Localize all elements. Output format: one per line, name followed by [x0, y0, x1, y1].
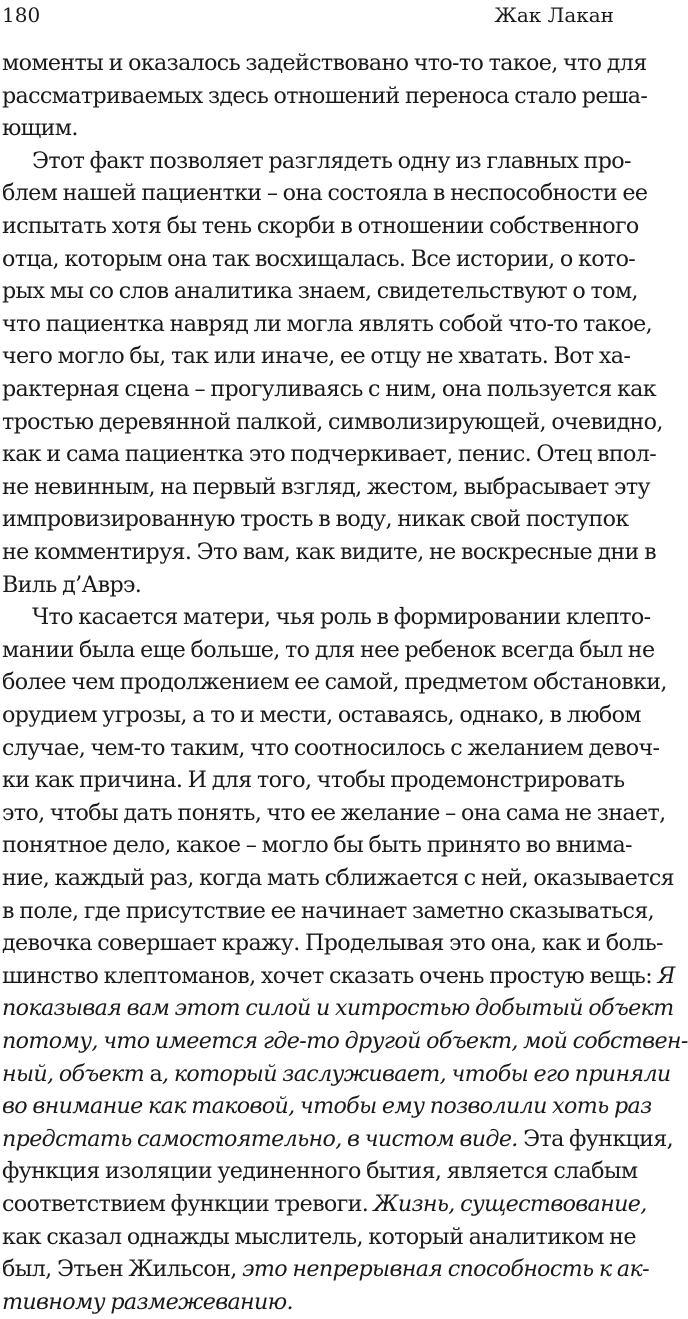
text-line	[2, 1188, 647, 1221]
text-line	[2, 1155, 638, 1188]
text-line	[2, 1025, 688, 1058]
text-line	[2, 569, 616, 602]
text-line	[32, 145, 631, 178]
text-line	[2, 960, 675, 993]
text-line	[2, 1253, 649, 1286]
text-line	[2, 927, 663, 960]
italic-text-run: показывая вам этот силой и хитростью добытый объект	[2, 995, 674, 1022]
italic-text-run: ный, объект	[2, 1060, 150, 1087]
text-line	[2, 112, 616, 145]
text-line	[2, 992, 674, 1025]
text-line	[2, 340, 631, 373]
text-line	[2, 47, 647, 80]
text-run: это, чтобы дать понять, что ее желание – она сама не знает,	[2, 799, 666, 826]
text-run: рых мы со слов аналитика знаем, свидетельствуют о том,	[2, 278, 638, 305]
text-line	[2, 666, 667, 699]
text-run: Виль д’Аврэ.	[2, 571, 142, 598]
text-line	[2, 275, 638, 308]
text-run: рактерная сцена – прогуливаясь с ним, она пользуется как	[2, 376, 656, 402]
text-run: понятное дело, какое – могло бы быть принято во внима-	[2, 832, 632, 859]
text-run: шинство клептоманов, хочет сказать очень простую вещь:	[2, 962, 658, 989]
text-line	[2, 732, 660, 765]
italic-text-run: потому, что имеется где-то другой объект, мой собствен-	[2, 1028, 688, 1054]
text-run: Эта функция,	[517, 1125, 674, 1152]
text-line	[2, 797, 666, 830]
text-run: не невинным, на первый взгляд, жестом, выбрасывает эту	[2, 473, 650, 500]
text-run: рассматриваемых здесь отношений переноса стало реша-	[2, 82, 648, 109]
text-run: мании была еще больше, то для нее ребенок всегда был не	[2, 636, 655, 663]
page-header	[0, 0, 620, 30]
text-line	[2, 177, 648, 210]
text-run: был, Этьен Жильсон,	[2, 1256, 243, 1283]
text-run: орудием угрозы, а то и мести, оставаясь, однако, в любом	[2, 702, 641, 728]
text-line	[2, 1058, 671, 1091]
text-run: Этот факт позволяет разглядеть одну из главных про-	[32, 147, 631, 174]
text-line	[2, 1221, 636, 1254]
text-run: функция изоляции уединенного бытия, является слабым	[2, 1158, 638, 1185]
text-run: соответствием функции тревоги.	[2, 1191, 374, 1217]
text-run: ки как причина. И для того, чтобы продемонстрировать	[2, 767, 625, 794]
running-head: Жак Лакан	[494, 3, 614, 27]
text-line	[2, 829, 632, 862]
text-line	[2, 80, 648, 113]
text-line	[2, 243, 636, 276]
text-line	[2, 862, 674, 895]
text-run: отца, которым она так восхищалась. Все истории, о кото-	[2, 245, 636, 272]
text-run: как и сама пациентка это подчеркивает, пенис. Отец впол-	[2, 441, 657, 468]
italic-text-run: , который заслуживает, чтобы его приняли	[162, 1060, 671, 1087]
text-line	[2, 406, 663, 439]
text-run: тростью деревянной палкой, символизирующей, очевидно,	[2, 408, 663, 435]
text-line	[2, 503, 629, 536]
italic-text-run: тивному размежеванию.	[2, 1288, 293, 1315]
italic-text-run: это непрерывная способность к ак-	[242, 1256, 649, 1283]
text-run: девочка совершает кражу. Проделывая это она, как и боль-	[2, 930, 663, 957]
text-run: моменты и оказалось задействовано что-то такое, что для	[2, 50, 647, 76]
text-line	[2, 699, 641, 732]
text-run: Что касается матери, чья роль в формировании клепто-	[32, 604, 651, 631]
text-line	[2, 1123, 674, 1156]
text-line	[2, 471, 650, 504]
text-line	[2, 1286, 616, 1319]
text-run: ющим.	[2, 115, 78, 142]
text-run: в поле, где присутствие ее начинает заметно сказываться,	[2, 897, 655, 924]
text-run: импровизированную трость в воду, никак свой поступок	[2, 506, 629, 533]
italic-text-run: Я	[657, 962, 675, 989]
text-line	[2, 308, 653, 341]
text-run: случае, чем-то таким, что соотносилось с желанием девоч-	[2, 734, 660, 761]
text-line	[2, 438, 657, 471]
text-line	[2, 536, 656, 569]
text-line	[2, 634, 655, 667]
text-run: ние, каждый раз, когда мать сближается с ней, оказывается	[2, 865, 674, 891]
text-line	[2, 895, 655, 928]
page-number: 180	[2, 3, 41, 27]
text-run: более чем продолжением ее самой, предметом обстановки,	[2, 669, 667, 696]
text-line	[2, 373, 656, 406]
text-run: не комментируя. Это вам, как видите, не воскресные дни в	[2, 539, 656, 565]
text-run: испытать хотя бы тень скорби в отношении собственного	[2, 213, 639, 239]
italic-text-run: во внимание как таковой, чтобы ему позволили хоть раз	[2, 1093, 652, 1120]
italic-text-run: Жизнь, существование,	[373, 1191, 647, 1217]
text-line	[2, 764, 625, 797]
text-run: как сказал однажды мыслитель, который аналитиком не	[2, 1223, 636, 1250]
text-line	[32, 601, 651, 634]
text-line	[2, 1090, 652, 1123]
text-line	[2, 210, 639, 243]
text-run: а	[149, 1060, 163, 1087]
italic-text-run: предстать самостоятельно, в чистом виде.	[2, 1125, 518, 1152]
text-run: блем нашей пациентки – она состояла в неспособности ее	[2, 180, 648, 207]
text-run: что пациентка навряд ли могла являть собой что-то такое,	[2, 310, 653, 337]
text-run: чего могло бы, так или иначе, ее отцу не хватать. Вот ха-	[2, 343, 631, 370]
